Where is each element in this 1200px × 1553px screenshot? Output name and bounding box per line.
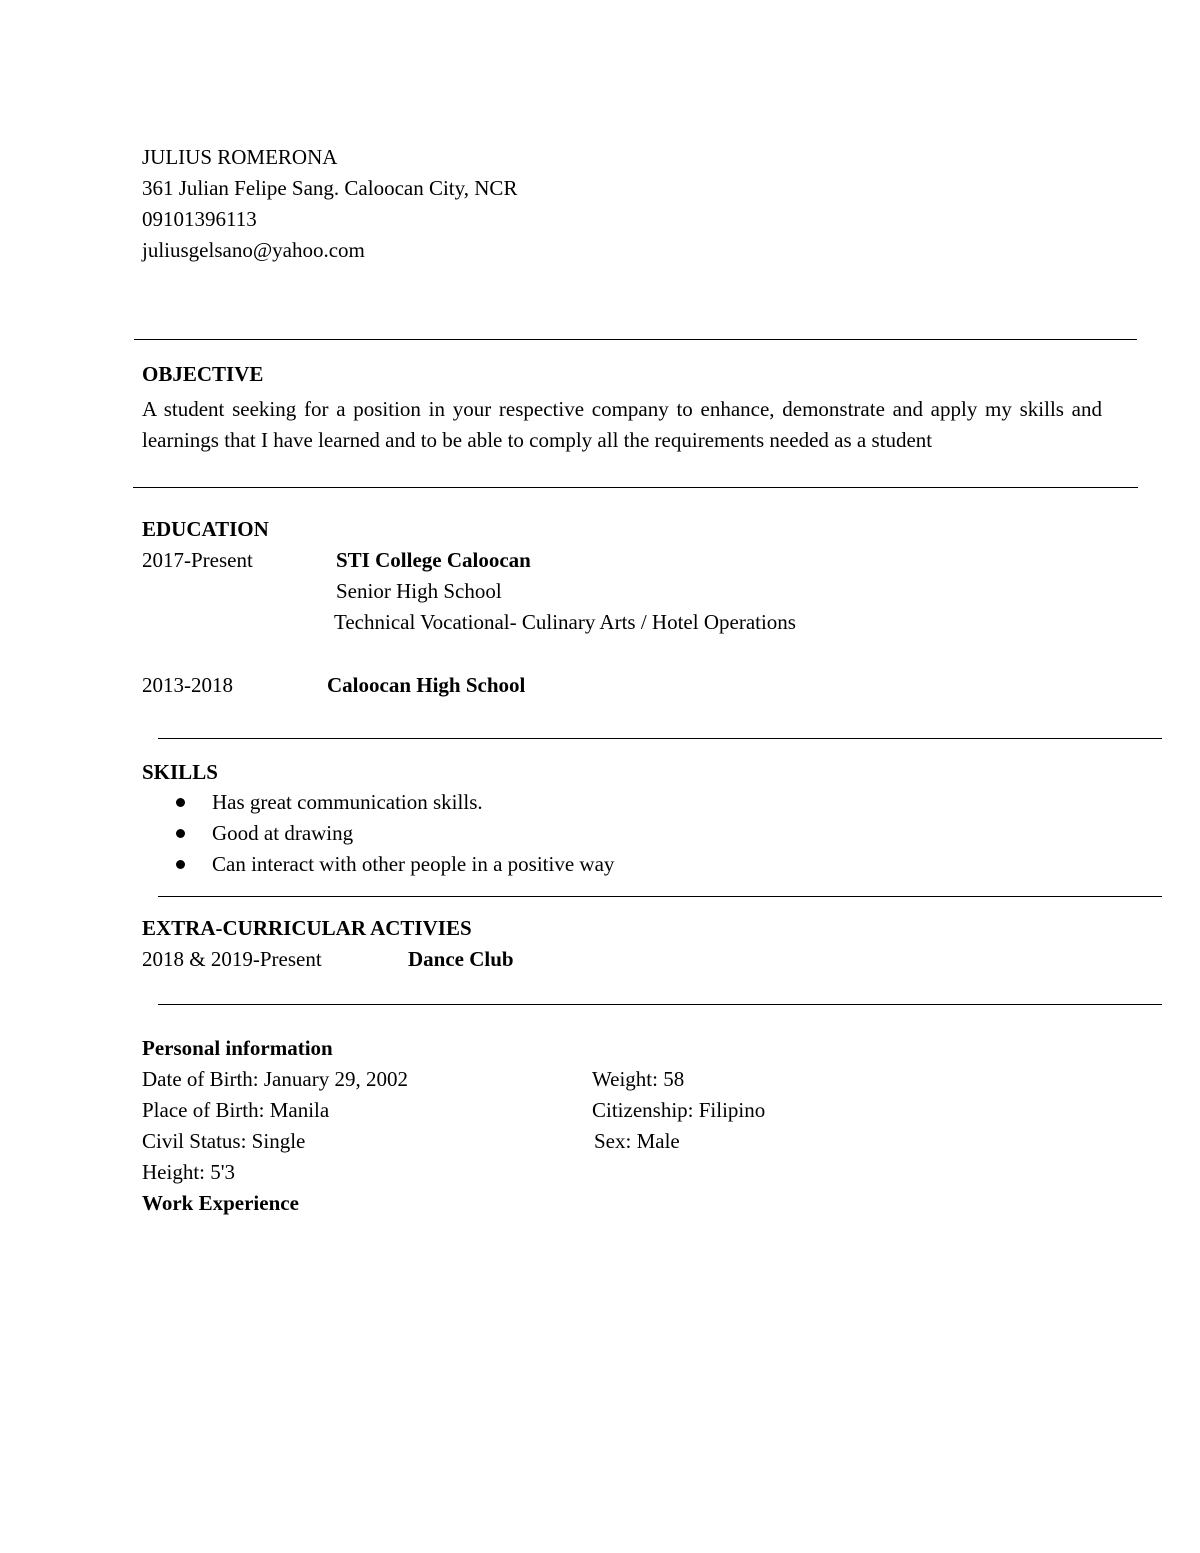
bullet-icon xyxy=(176,860,185,869)
education-track-1: Technical Vocational- Culinary Arts / Hotel Operations xyxy=(334,610,796,634)
education-school-1: STI College Caloocan xyxy=(336,548,531,572)
height: Height: 5'3 xyxy=(142,1160,236,1184)
weight: Weight: 58 xyxy=(592,1067,685,1091)
work-heading: Work Experience xyxy=(142,1191,299,1215)
applicant-name: JULIUS ROMERONA xyxy=(142,145,338,169)
skill-text: Good at drawing xyxy=(212,821,354,845)
skill-text: Has great communication skills. xyxy=(212,790,483,814)
extracurricular-activity: Dance Club xyxy=(408,947,514,971)
applicant-address: 361 Julian Felipe Sang. Caloocan City, NCR xyxy=(142,176,518,200)
sex: Sex: Male xyxy=(594,1129,680,1153)
education-heading: EDUCATION xyxy=(142,517,269,541)
divider-skills xyxy=(158,738,1162,739)
place-of-birth: Place of Birth: Manila xyxy=(142,1098,330,1122)
applicant-email: juliusgelsano@yahoo.com xyxy=(142,238,365,262)
divider-personal xyxy=(158,1004,1162,1005)
skills-heading: SKILLS xyxy=(142,760,218,784)
list-item xyxy=(142,854,614,885)
citizenship: Citizenship: Filipino xyxy=(592,1098,766,1122)
personal-heading: Personal information xyxy=(142,1036,333,1060)
extracurricular-heading: EXTRA-CURRICULAR ACTIVIES xyxy=(142,916,472,940)
bullet-icon xyxy=(176,798,185,807)
divider-education xyxy=(133,487,1138,488)
divider-objective xyxy=(134,339,1137,340)
education-years-2: 2013-2018 xyxy=(142,673,233,697)
skill-text: Can interact with other people in a positive way xyxy=(212,852,615,876)
education-years-1: 2017-Present xyxy=(142,548,253,572)
skills-list xyxy=(142,792,614,885)
education-school-2: Caloocan High School xyxy=(327,673,526,697)
list-item xyxy=(142,792,614,823)
extracurricular-years: 2018 & 2019-Present xyxy=(142,947,322,971)
applicant-phone: 09101396113 xyxy=(142,207,257,231)
bullet-icon xyxy=(176,829,185,838)
date-of-birth: Date of Birth: January 29, 2002 xyxy=(142,1067,408,1091)
education-level-1: Senior High School xyxy=(336,579,502,603)
civil-status: Civil Status: Single xyxy=(142,1129,306,1153)
objective-text: A student seeking for a position in your respective company to enhance, demonstrate and apply my skills and learnings that I have learned and to be able to comply all the requirements needed as a student xyxy=(142,397,1102,452)
divider-extracurricular xyxy=(158,896,1162,897)
list-item xyxy=(142,823,614,854)
objective-heading: OBJECTIVE xyxy=(142,362,264,386)
